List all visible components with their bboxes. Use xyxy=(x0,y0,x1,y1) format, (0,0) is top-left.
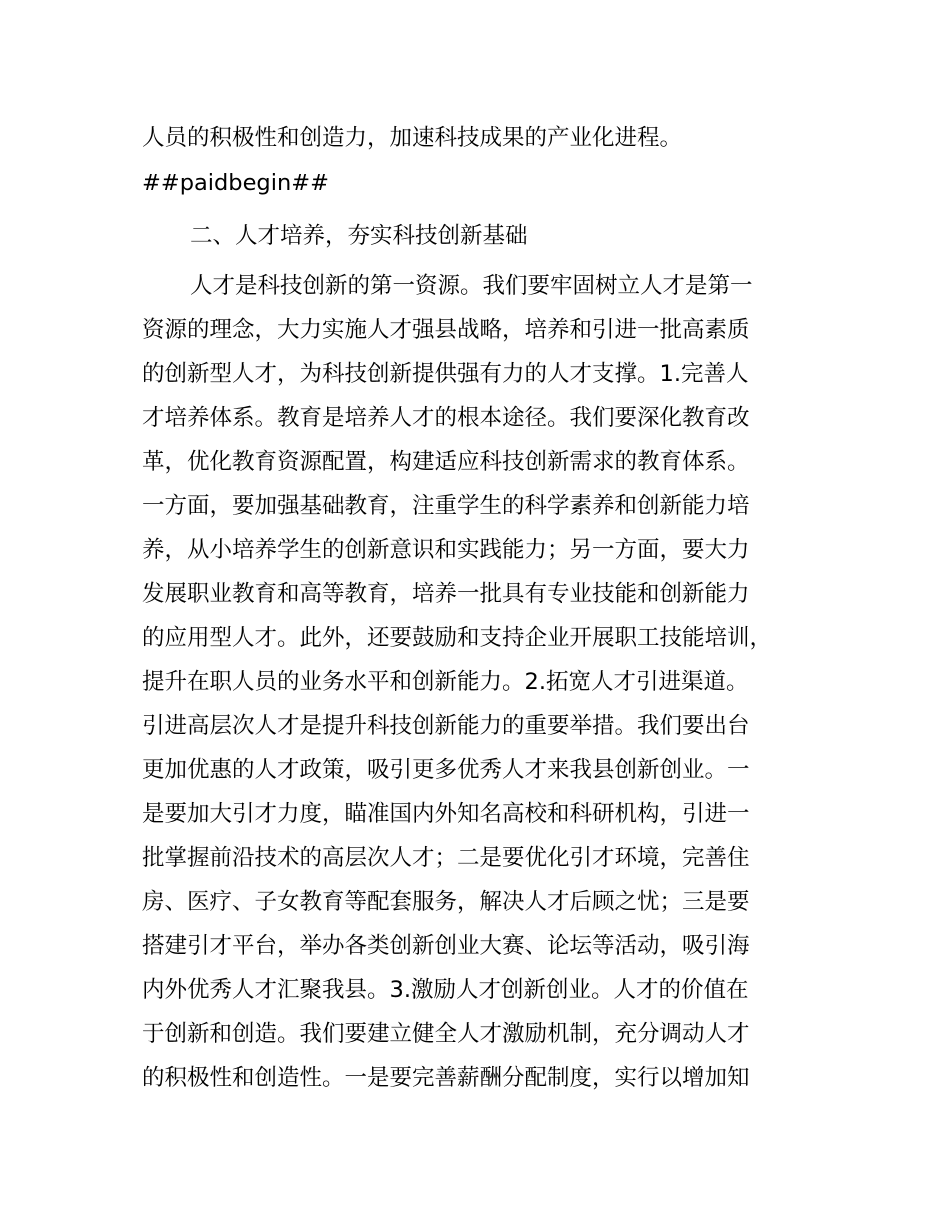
text-line: 提升在职人员的业务水平和创新能力。2.拓宽人才引进渠道。 xyxy=(142,669,749,695)
text-line: 养，从小培养学生的创新意识和实践能力；另一方面，要大力 xyxy=(142,537,750,563)
text-line: 批掌握前沿技术的高层次人才；二是要优化引才环境，完善住 xyxy=(142,845,750,871)
text-line: ##paidbegin## xyxy=(142,170,329,196)
text-line: 才培养体系。教育是培养人才的根本途径。我们要深化教育改 xyxy=(142,405,750,431)
text-line: 一方面，要加强基础教育，注重学生的科学素养和创新能力培 xyxy=(142,493,750,519)
text-line: 房、医疗、子女教育等配套服务，解决人才后顾之忧；三是要 xyxy=(142,889,750,915)
section-heading: 二、人才培养，夯实科技创新基础 xyxy=(190,223,528,249)
text-line: 人员的积极性和创造力，加速科技成果的产业化进程。 xyxy=(142,125,683,151)
text-line: 内外优秀人才汇聚我县。3.激励人才创新创业。人才的价值在 xyxy=(142,977,749,1003)
text-line: 发展职业教育和高等教育，培养一批具有专业技能和创新能力 xyxy=(142,581,750,607)
text-line: 更加优惠的人才政策，吸引更多优秀人才来我县创新创业。一 xyxy=(142,757,750,783)
text-line: 人才是科技创新的第一资源。我们要牢固树立人才是第一 xyxy=(190,273,753,299)
text-line: 的创新型人才，为科技创新提供强有力的人才支撑。1.完善人 xyxy=(142,361,749,387)
text-line: 的应用型人才。此外，还要鼓励和支持企业开展职工技能培训， xyxy=(142,625,773,651)
text-line: 于创新和创造。我们要建立健全人才激励机制，充分调动人才 xyxy=(142,1021,750,1047)
text-line: 是要加大引才力度，瞄准国内外知名高校和科研机构，引进一 xyxy=(142,801,750,827)
text-line: 资源的理念，大力实施人才强县战略，培养和引进一批高素质 xyxy=(142,317,750,343)
text-line: 引进高层次人才是提升科技创新能力的重要举措。我们要出台 xyxy=(142,713,750,739)
text-line: 搭建引才平台，举办各类创新创业大赛、论坛等活动，吸引海 xyxy=(142,933,750,959)
text-line: 的积极性和创造性。一是要完善薪酬分配制度，实行以增加知 xyxy=(142,1065,750,1091)
text-line: 革，优化教育资源配置，构建适应科技创新需求的教育体系。 xyxy=(142,449,750,475)
